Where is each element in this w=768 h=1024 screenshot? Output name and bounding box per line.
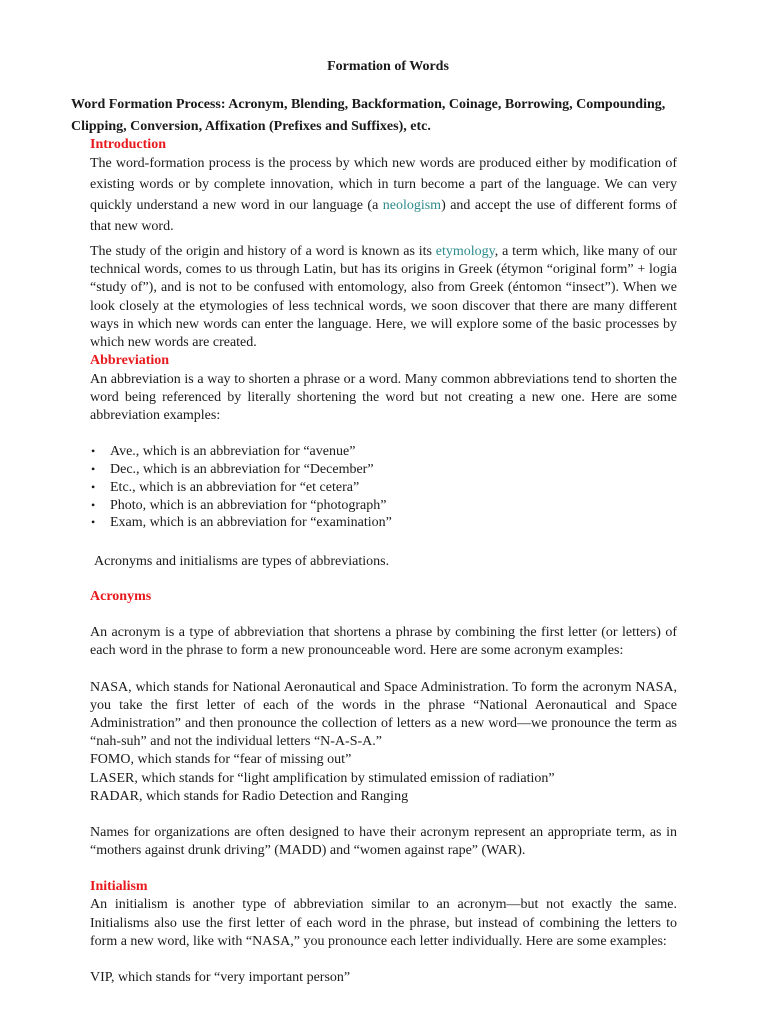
intro-text-b: ) and accept the use of different forms of that new word. [90, 198, 677, 234]
bullet-icon: • [91, 444, 96, 459]
etym-text-a: The study of the origin and history of a word is known as its [90, 244, 436, 259]
etym-text-b: , a term which, like many of our technical words, comes to us through Latin, but has its origins in Greek (étymon “original form” + logia “study of”), and is not to be confused with entomology, also from Greek (éntomon “insect”). When we look closely at the etymologies of less technical words, we soon discover that there are many different ways in which new words can enter the language. Here, we will explore some of the basic processes by which new words are created. [90, 244, 677, 351]
heading-abbreviation: Abbreviation [90, 353, 170, 369]
list-item [90, 443, 677, 461]
abbreviation-note: Acronyms and initialisms are types of abbreviations. [94, 554, 390, 570]
nasa-example: NASA, which stands for National Aeronautical and Space Administration. To form the acronym NASA, you take the first letter of each of the words in the phrase “National Aeronautical and Space Administration” and then pronounce the collection of letters as a new word—we pronounce the term as “nah-suh” and not the individual letters “N-A-S-A.” [90, 679, 677, 750]
acronym-examples [90, 679, 677, 806]
acronyms-paragraph: An acronym is a type of abbreviation that shortens a phrase by combining the first letter (or letters) of each word in the phrase to form a new pronounceable word. Here are some acronym examples: [90, 625, 677, 659]
organizations-paragraph: Names for organizations are often designed to have their acronym represent an appropriate term, as in “mothers against drunk driving” (MADD) and “women against rape” (WAR). [90, 825, 677, 859]
list-item-text: Etc., which is an abbreviation for “et cetera” [110, 479, 360, 495]
intro-paragraph [90, 153, 677, 237]
bullet-icon: • [91, 497, 96, 512]
bullet-icon: • [91, 462, 96, 477]
list-item-text: Ave., which is an abbreviation for “avenue” [110, 444, 356, 460]
list-item [90, 497, 677, 515]
etymology-paragraph [90, 243, 677, 352]
fomo-example: FOMO, which stands for “fear of missing out” [90, 752, 352, 768]
abbreviation-list [90, 443, 677, 532]
heading-acronyms: Acronyms [90, 589, 152, 605]
document-subtitle: Word Formation Process: Acronym, Blending, Backformation, Coinage, Borrowing, Compounding, Clipping, Conversion, Affixation (Prefixes and Suffixes), etc. [71, 97, 666, 134]
abbreviation-paragraph: An abbreviation is a way to shorten a phrase or a word. Many common abbreviations tend to shorten the word being referenced by literally shortening the word but not creating a new one. Here are some abbreviation examples: [90, 372, 677, 424]
list-item-text: Photo, which is an abbreviation for “photograph” [110, 497, 387, 513]
radar-example: RADAR, which stands for Radio Detection and Ranging [90, 788, 409, 804]
bullet-icon: • [91, 479, 96, 494]
list-item [90, 479, 677, 497]
intro-text-a: The word-formation process is the process by which new words are produced either by modification of existing words or by complete innovation, which in turn become a part of the language. We can very quickly understand a new word in our language (a [90, 156, 677, 213]
list-item-text: Exam, which is an abbreviation for “examination” [110, 515, 392, 531]
list-item-text: Dec., which is an abbreviation for “December” [110, 462, 374, 478]
bullet-icon: • [91, 515, 96, 530]
document-body [90, 136, 677, 987]
document-title: Formation of Words [327, 59, 449, 74]
initialism-paragraph: An initialism is another type of abbreviation similar to an acronym—but not exactly the same. Initialisms also use the first letter of each word in the phrase, but instead of combining the letters to form a new word, like with “NASA,” you pronounce each letter individually. Here are some examples: [90, 897, 677, 949]
list-item [90, 514, 677, 532]
list-item [90, 461, 677, 479]
etymology-link[interactable]: etymology [435, 244, 495, 259]
laser-example: LASER, which stands for “light amplification by stimulated emission of radiation” [90, 770, 555, 786]
heading-introduction: Introduction [90, 137, 166, 152]
neologism-link[interactable]: neologism [382, 198, 442, 213]
vip-example: VIP, which stands for “very important person” [90, 970, 351, 986]
heading-initialism: Initialism [90, 879, 148, 895]
